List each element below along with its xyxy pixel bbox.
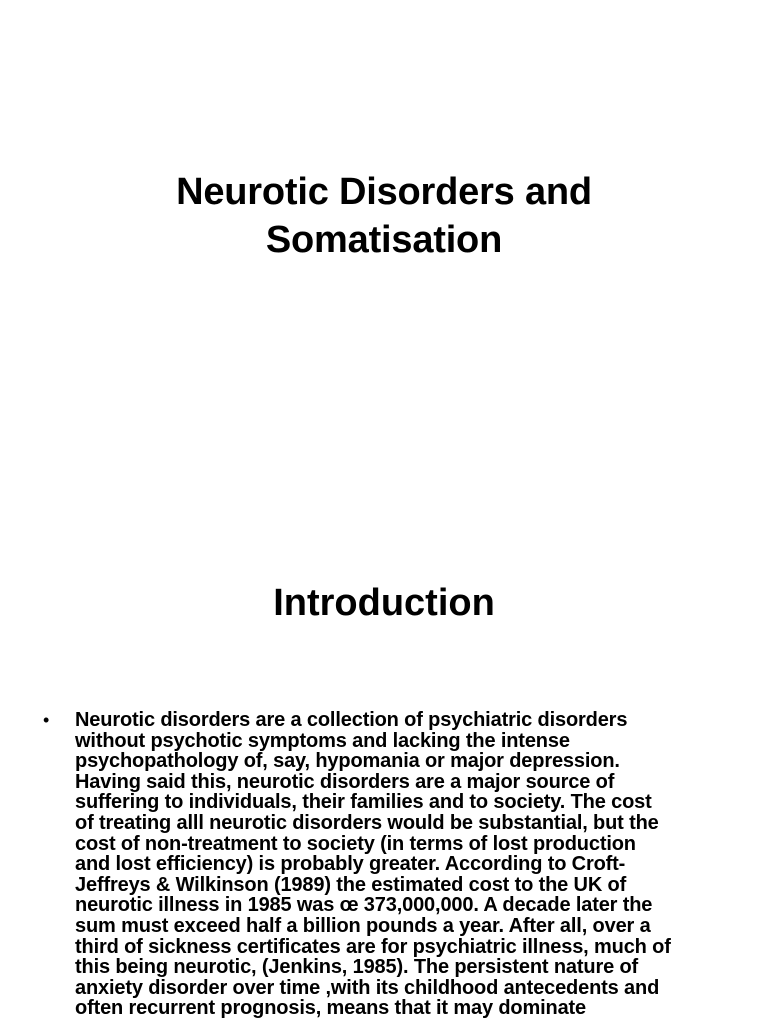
paragraph-line: of treating alll neurotic disorders would be substantial, but the [75,811,659,834]
paragraph-line: anxiety disorder over time ,with its childhood antecedents and [75,976,660,999]
paragraph-line: Jeffreys & Wilkinson (1989) the estimated cost to the UK of [75,873,627,896]
paragraph-line: neurotic illness in 1985 was œ 373,000,000. A decade later the [75,894,653,917]
paragraph-line: often recurrent prognosis, means that it may dominate [75,997,587,1020]
title-line-2: Somatisation [265,219,503,261]
slide-introduction [0,512,768,1024]
paragraph-line: Neurotic disorders are a collection of psychiatric disorders [75,709,628,731]
bullet-list [40,710,730,1019]
bullet-icon: • [43,710,50,730]
paragraph-line: without psychotic symptoms and lacking the intense [75,729,570,752]
bullet-item [40,710,730,1019]
title-line-1: Neurotic Disorders and [176,171,592,213]
paragraph-line: sum must exceed half a billion pounds a year. After all, over a [75,914,651,937]
paragraph-line: suffering to individuals, their families and to society. The cost [75,791,652,814]
paragraph-line: psychopathology of, say, hypomania or major depression. [75,750,620,773]
paragraph-line: cost of non-treatment to society (in terms of lost production [75,832,636,855]
paragraph-line: and lost efficiency) is probably greater. According to Croft- [75,853,626,876]
paragraph-line: third of sickness certificates are for psychiatric illness, much of [75,935,671,958]
page-title [0,168,768,264]
paragraph-line: this being neurotic, (Jenkins, 1985). The persistent nature of [75,956,639,979]
section-heading: Introduction [273,582,495,624]
paragraph-line: Having said this, neurotic disorders are a major source of [75,770,615,793]
